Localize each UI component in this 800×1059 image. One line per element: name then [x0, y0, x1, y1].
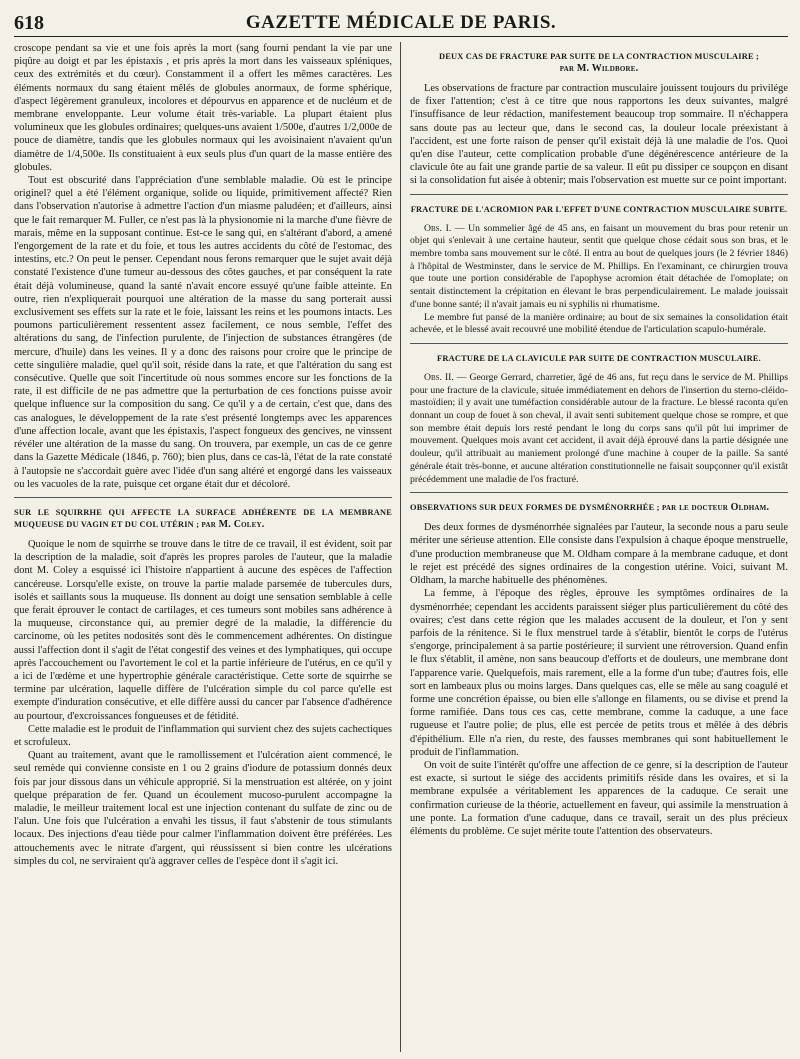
- section-heading: [410, 502, 788, 514]
- section-title: OBSERVATIONS SUR DEUX FORMES DE DYSMÉNORRHÉE ;: [410, 503, 660, 513]
- paragraph: Tout est obscurité dans l'appréciation d'une semblable maladie. Où est le principe originel? quel a été l'élément organique, solide ou liquide, primitivement affecté? Rien dans l'observation n'autorise à admettre l'action d'un miasme paludéen; et d'ailleurs, ainsi que le fait remarquer M. Fuller, ce n'est pas là la physionomie ni la marche d'une fièvre de marais, même en la supposant continue. Est-ce le sang qui, en s'altérant d'abord, a amené l'engorgement de la rate et du foie, et tous les autres accidents du côté de l'estomac, des intestins, etc.? On peut le penser. Cependant nous ferons remarquer que le sujet avait déjà constaté l'existence d'une tumeur au-dessous des côtes gauches, et par conséquent la rate était déjà volumineuse, quand la santé n'avait encore essuyé qu'une faible atteinte. En outre, rien n'expliquerait pourquoi une altération de la masse du sang porterait aussi exclusivement ses effets sur la rate et le foie, laissant les reins et les poumons intacts. Les poumons particulièrement ressentent assez facilement, ce nous semble, l'effet des altérations du sang, de l'infection purulente, de l'injection de substances étrangères (de mercure, d'huile) dans les veines. Il y a donc des raisons pour croire que le principe de cette singulière maladie, quel qu'il soit, réside dans la rate, et que l'altération du sang est consécutive. Quelle que soit l'incertitude où nous sommes encore sur les fonctions de la rate, il est difficile de ne pas admettre que la perturbation de ces fonctions puisse avoir quelque influence sur la composition du sang. Ce qu'il y a de certain, c'est que, dans des cas analogues, le développement de la rate s'est présenté longtemps avec les apparences d'une affection locale, avant que les épistaxis, l'aspect fongueux des gencives, ne vinssent révéler une altération de la masse du sang. On trouvera, par exemple, un cas de ce genre dans la Gazette Médicale (1846, p. 760); bien plus, dans ce cas-là, l'état de la rate constaté à l'autopsie ne s'accordait guère avec l'idée d'un sang altéré et engorgé dans les vaisseaux ou les vacuoles de la rate, puisque cet organe était dur et décoloré.: [14, 175, 392, 490]
- paragraph: croscope pendant sa vie et une fois après la mort (sang fourni pendant la vie par une piqûre au doigt et par les épistaxis , et pris après la mort dans les vaisseaux spléniques, ceux des extrémités et du cœur). Constamment il a offert les mêmes caractères. Les éléments normaux du sang étaient mêlés de globules anormaux, de forme sphérique, d'aspect légèrement granuleux, incolores et dépourvus en apparence et de nucléum et de membrane enveloppante. Leur volume était très-variable. La plupart étaient plus volumineux que les globules ordinaires; quelques-uns avaient 1/500e, d'autres 1/2,000e de pouce de diamètre, tandis que les globules normaux qui les avoisinaient n'avaient qu'un diamètre de 1/4,500e. Ils constituaient à eux seuls plus d'un quart de la masse entière des globules.: [14, 43, 392, 173]
- section-author: par M. Coley.: [201, 518, 265, 530]
- right-column: [410, 42, 788, 1052]
- observation-label: Obs. I.: [424, 222, 452, 234]
- paragraph: Les observations de fracture par contraction musculaire jouissent toujours du privilége de fixer l'attention; c'est à ce titre que nous rapportons les deux suivantes, malgré l'insuffisance de leur rédaction, manifestement beaucoup trop sommaire. Il n'échappera sans doute pas au lecteur que, dans le second cas, la douleur locale préexistant à l'accident, est une forte raison de penser qu'il existait déjà là une maladie de l'os. Quoi qu'en dise l'auteur, cette complication probable d'une dégénérescence antérieure de la clavicule ôte au fait une grande partie de sa valeur. Il eût pu dissiper ce soupçon en disant si la consolidation fut aisée à obtenir; mais l'observation est muette sur ce point important.: [410, 83, 788, 187]
- section-title: DEUX CAS DE FRACTURE PAR SUITE DE LA CONTRACTION MUSCULAIRE ;: [438, 52, 760, 61]
- section-title: SUR LE SQUIRRHE QUI AFFECTE LA SURFACE ADHÉRENTE DE LA MEMBRANE MUQUEUSE DU VAGIN ET DU COL UTÉRIN ;: [14, 507, 392, 529]
- page-header: [14, 10, 788, 37]
- left-column: [14, 42, 392, 1052]
- section-heading: [410, 204, 788, 216]
- observation-text: — Un sommelier âgé de 45 ans, en faisant un mouvement du bras pour retenir un objet qui s'enlevait à une certaine hauteur, sentit que quelque chose cédait sous son bras, et le membre tomba sans mouvement sur le côté. Il entra au bout de quelques jours (le 2 février 1846) à l'hôpital de Westminster, dans le service de M. Phillips. En l'examinant, ce chirurgien trouva que toute une portion considérable de l'apophyse acromion était détachée de l'omoplate; on sentait distinctement la crépitation en élevant le bras perpendiculairement. Le malade jouissait d'une bonne santé; il n'avait jamais eu ni syphilis ni rhumatisme.: [410, 222, 788, 310]
- divider: [410, 492, 788, 493]
- observation: [410, 223, 788, 312]
- paragraph: Quoique le nom de squirrhe se trouve dans le titre de ce travail, il est évident, soit par la description de la maladie, soit d'après les propres paroles de l'auteur, que la maladie dont M. Coley a esquissé ici l'histoire n'appartient à aucune des espèces de l'affection cancéreuse. Lorsqu'elle existe, on trouve la partie malade parsemée de tubercules durs, isolés et saillants sous la muqueuse. Ils donnent au doigt une sensation semblable à celle que ferait éprouver le contact de cartilages, et ces tumeurs sont mobiles sans adhérence à la muqueuse, circonstance qui, au premier degré de la maladie, la différencie du carcinome, où les petites nodosités sont dès le commencement adhérentes. On distingue aussi l'affection dont il s'agit de l'état congestif des veines et des lymphatiques, qui occupe après l'accouchement ou l'avortement le col et la partie inférieure de l'utérus, en ce qu'il y a ici de l'œdème et une hypertrophie générale caractéristique. Cette sorte de squirrhe se termine par ulcération, laquelle diffère de l'ulcération simple du col parce qu'elle est exempte d'induration consécutive, et elle diffère aussi du cancer par l'absence d'adhérence au pourtour, d'excroissances fongueuses et de fétidité.: [14, 538, 392, 722]
- paragraph: Quant au traitement, avant que le ramollissement et l'ulcération aient commencé, le seul remède qui convienne consiste en 1 ou 2 grains d'iodure de potassium donnés deux fois par jour dissous dans un véhicule approprié. Si la menstruation est altérée, on y joint quelque préparation de fer. Quand un écoulement mucoso-purulent accompagne la maladie, le meilleur traitement local est une injection contenant du sulfate de zinc ou de l'alun. Une fois que l'ulcération a envahi les tissus, il faut s'abstenir de tous stimulants locaux. Des injections d'eau tiède pour calmer l'inflammation doivent être préférées. Les attouchements avec le nitrate d'argent, qui réussissent si bien contre les ulcérations simples du col, ne serviraient qu'à aggraver celles de l'espèce dont il s'agit ici.: [14, 750, 392, 867]
- paragraph: On voit de suite l'intérêt qu'offre une affection de ce genre, si la description de l'auteur est exacte, si surtout le siége des accidents primitifs réside dans les ovaires, et si la membrane expulsée a véritablement les apparences de la caduque. Ce serait une confirmation curieuse de la théorie, actuellement en faveur, qui assimile la menstruation à une ponte. La formation d'une caduque, dans ce travail, serait un des plus précieux éléments du problème. Ce sujet mérite toute l'attention des observateurs.: [410, 759, 788, 837]
- divider: [410, 194, 788, 195]
- paragraph: Le membre fut pansé de la manière ordinaire; au bout de six semaines la consolidation était achevée, et le blessé avait recouvré une mobilité étendue de l'articulation scapulo-humérale.: [410, 311, 788, 336]
- section-heading: [410, 353, 788, 365]
- section-title: FRACTURE DE LA CLAVICULE PAR SUITE DE CONTRACTION MUSCULAIRE.: [437, 353, 761, 363]
- journal-title: GAZETTE MÉDICALE DE PARIS.: [245, 12, 557, 33]
- section-heading: [410, 51, 788, 75]
- page-number: 618: [14, 12, 44, 34]
- section-author: par M. Wildbore.: [559, 63, 639, 74]
- paragraph: Cette maladie est le produit de l'inflammation qui survient chez des sujets cachectiques et scrofuleux.: [14, 723, 392, 748]
- section-heading: [14, 507, 392, 531]
- paragraph: Des deux formes de dysménorrhée signalées par l'auteur, la seconde nous a paru seule mériter une sérieuse attention. Elle consiste dans l'expulsion à chaque époque menstruelle, d'une production membraneuse que M. Oldham compare à la membrane caduque, et dont le rejet est précédé des signes ordinaires de la congestion utérine. Voici, suivant M. Oldham, la marche habituelle des phénomènes.: [410, 522, 788, 587]
- observation-text: — George Gerrard, charretier, âgé de 46 ans, fut reçu dans le service de M. Phillips pour une fracture de la clavicule, située immédiatement en dehors de l'insertion du sterno-cléido-mastoïdien; il y avait une tuméfaction considérable autour de la fracture. Le blessé raconta qu'en donnant un coup de fouet à son cheval, il avait senti subitement quelque chose se rompre, et que son membre était depuis lors resté pendant le long du corps sans qu'il pût lui imprimer de mouvement. Quelques mois avant cet accident, il avait déjà éprouvé dans la partie désignée une douleur, qu'il attribuait au maniement prolongé d'une machine à couper de la paille. Sa santé générale était très-bonne, et aucune altération constitutionnelle ne faisait soupçonner qu'il existât précédemment une maladie de l'os fracturé.: [410, 371, 788, 485]
- section-title: FRACTURE DE L'ACROMION PAR L'EFFET D'UNE CONTRACTION MUSCULAIRE SUBITE.: [410, 204, 788, 214]
- section-author: par le docteur Oldham.: [661, 502, 770, 514]
- divider: [410, 343, 788, 344]
- observation: [410, 372, 788, 486]
- paragraph: La femme, à l'époque des règles, éprouve les symptômes ordinaires de la dysménorrhée; cependant les accidents paraissent siéger plus particulièrement du côté des ovaires; c'est dans cette région que les malades accusent de la douleur, et l'on y sent parfois de la rénitence. Si le flux menstruel tarde à s'établir, bientôt le corps de l'utérus s'engorge, principalement à sa partie postérieure; il survient une rétroversion. Quand enfin le flux s'établit, il amène, non sans beaucoup d'efforts et de douleurs, une membrane dont l'apparence varie. Quelquefois, mais rarement, elle a la forme d'un tube; d'autres fois, elle sort en lambeaux plus ou moins larges. Dans quelques cas, elle se mêle au sang coagulé et forme une concrétion épaisse, ou bien elle s'allonge en filaments, ou se divise et prend la forme ramifiée. Dans tous ces cas, cette membrane, comme la caduque, a une face rugueuse et l'autre polie; de plus, elle est percée de petits trous et mêlée à des débris d'épithélium. Elle n'a rien, du reste, des fausses membranes qui sont habituellement le produit de l'inflammation.: [410, 588, 788, 758]
- column-rule: [400, 42, 401, 1052]
- divider: [14, 497, 392, 498]
- observation-label: Obs. II.: [424, 371, 454, 383]
